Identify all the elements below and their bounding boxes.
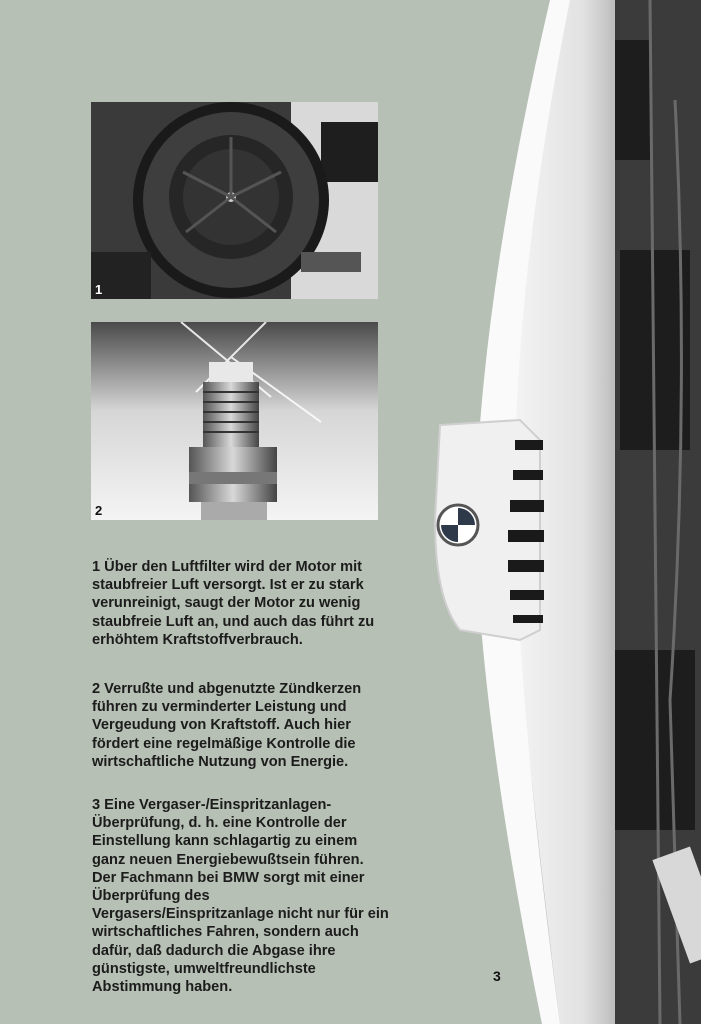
paragraph-spark-plugs	[92, 680, 392, 771]
figure-label: 1	[95, 282, 103, 297]
paragraph-text: 2 Verrußte und abgenutzte Zündkerzen führen zu verminderter Leistung und Vergeudung von Kraftstoff. Auch hier fördert eine regelmäßige Kontrolle die wirtschaftliche Nutzung von Energie.	[92, 681, 362, 770]
paragraph-text: 1 Über den Luftfilter wird der Motor mit staubfreier Luft versorgt. Ist er zu stark verunreinigt, saugt der Motor zu wenig staubfreie Luft an, und auch das führt zu erhöhtem Kraftstoffverbrauch.	[92, 559, 375, 648]
paragraph-air-filter	[92, 558, 392, 649]
spark-plug-icon	[91, 322, 378, 520]
paragraph-carburetor	[92, 796, 392, 996]
page-number: 3	[493, 968, 501, 984]
air-filter-icon	[91, 102, 378, 299]
figure-label: 2	[95, 503, 103, 518]
spark-plug-photo	[91, 322, 378, 520]
paragraph-text: 3 Eine Vergaser-/Einspritzanlagen-Überprüfung, d. h. eine Kontrolle der Einstellung kann schlagartig zu einem ganz neuen Energiebewußtsein führen. Der Fachmann bei BMW sorgt mit einer Überprüfung des Vergasers/Einspritzanlage nicht nur für ein wirtschaftliches Fahren, sondern auch dafür, daß dadurch die Abgase ihre günstigste, umweltfreundlichste Abstimmung haben.	[92, 797, 389, 996]
bmw-open-hood-photo	[420, 0, 701, 1024]
air-filter-photo	[91, 102, 378, 299]
